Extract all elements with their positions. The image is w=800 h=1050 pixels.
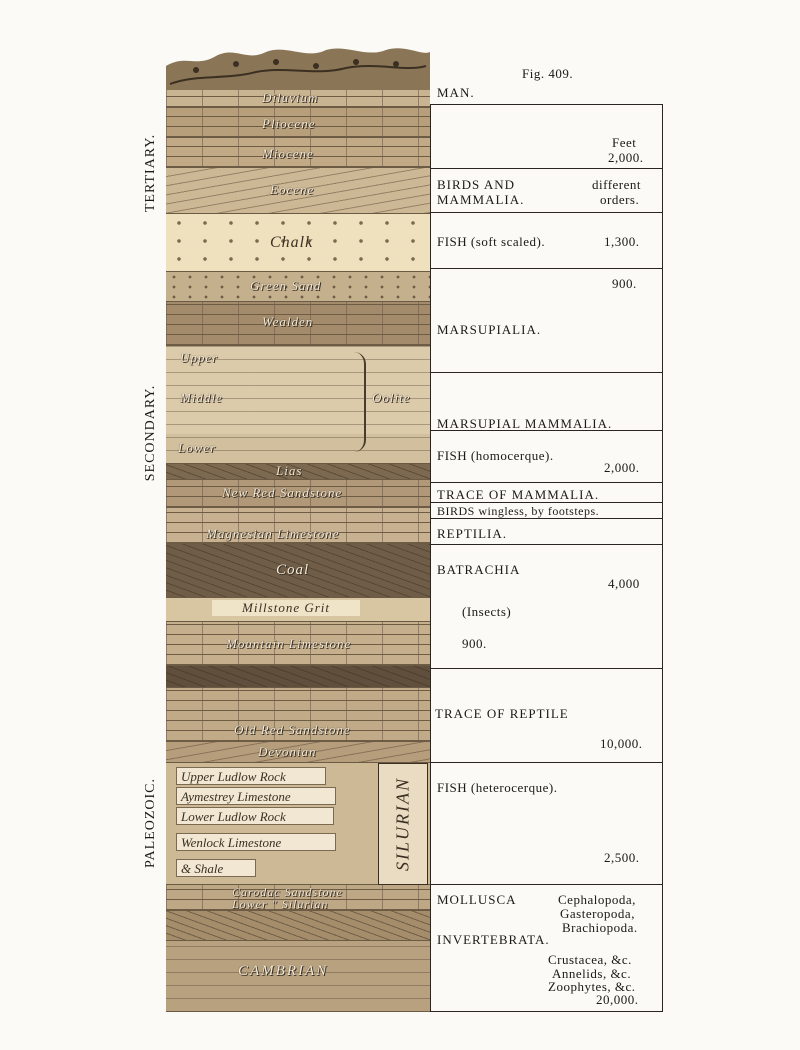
stratum-landeilo-flags [166,911,430,941]
silurian-aymestrey: Aymestrey Limestone [176,787,336,805]
stratum-label: CAMBRIAN [238,963,329,979]
fauna-thickness: 2,500. [604,850,640,865]
stratum-label-upper: Upper [180,350,219,365]
stratum-label: Miocene [262,146,314,161]
fauna-invertebrata: INVERTEBRATA. [437,932,550,947]
fauna-trace-reptile: TRACE OF REPTILE [435,706,569,721]
stratum-label: New Red Sandstone [222,485,343,500]
stratum-label: Eocene [270,182,315,197]
fauna-birds-wingless: BIRDS wingless, by footsteps. [437,504,600,518]
silurian-upper-ludlow: Upper Ludlow Rock [176,767,326,785]
era-tertiary: TERTIARY. [143,133,158,213]
stratum-label: Old Red Sandstone [234,722,351,737]
stratum-label: Millstone Grit [212,600,360,616]
stratum-green-sand [166,272,430,302]
stratum-conglomerate [166,666,430,688]
fauna-gasteropoda: Gasteropoda, [560,906,635,921]
fauna-birds-mammalia-2: MAMMALIA. [437,192,525,207]
stratum-label-oolite: Oolite [372,390,411,405]
silurian-shale: & Shale [176,859,256,877]
fauna-different: different [592,177,642,192]
stratum-eocene [166,168,430,214]
divider [430,482,662,483]
stratum-label-lower: Lower [178,440,217,455]
fauna-thickness: 900. [462,636,487,651]
stratum-label: Mountain Limestone [226,636,352,651]
fauna-feet: Feet [612,135,637,150]
stratum-label: Lower " Silurian [232,897,329,911]
fauna-cephalopoda: Cephalopoda, [558,892,636,907]
stratum-miocene [166,138,430,168]
fauna-thickness: 1,300. [604,234,640,249]
fauna-batrachia: BATRACHIA [437,562,521,577]
stratum-label: Magnesian Limestone [206,526,340,541]
fauna-thickness: 2,000. [604,460,640,475]
stratum-magnesian-limestone [166,508,430,544]
oolite-brace [352,352,366,452]
divider [430,884,662,885]
stratum-wealden [166,302,430,346]
stratum-chalk [166,214,430,272]
silurian-subdivisions [166,763,336,885]
divider [430,544,662,545]
stratum-label: Chalk [270,234,314,251]
stratum-label: Pliocene [262,116,316,131]
stratum-label: Diluvium [262,90,319,105]
stratum-old-red-sandstone [166,688,430,742]
divider [430,104,662,105]
fauna-trace-mammalia: TRACE OF MAMMALIA. [437,487,600,502]
stratum-carodac [166,885,430,911]
fauna-birds-mammalia: BIRDS AND [437,177,515,192]
stratum-label: Carodac Sandstone [232,885,343,899]
fauna-thickness: 4,000 [608,576,640,591]
fauna-thickness: 20,000. [596,992,639,1007]
fauna-reptilia: REPTILIA. [437,526,508,541]
fauna-fish-hetero: FISH (heterocerque). [437,780,558,795]
divider [430,212,662,213]
stratum-millstone-grit [166,598,430,622]
silurian-lower-ludlow: Lower Ludlow Rock [176,807,334,825]
divider [430,762,662,763]
era-secondary: SECONDARY. [143,384,158,482]
fauna-brachiopoda: Brachiopoda. [562,920,638,935]
silurian-wenlock: Wenlock Limestone [176,833,336,851]
stratum-lias [166,464,430,480]
stratum-label: Devonian [258,744,317,759]
fauna-crustacea: Crustacea, &c. [548,952,632,967]
divider [430,372,662,373]
stratum-new-red-sandstone [166,480,430,508]
fauna-thickness: 900. [612,276,637,291]
stratum-coal [166,544,430,598]
fauna-man: MAN. [437,85,475,100]
fauna-orders: orders. [600,192,640,207]
fauna-thickness: 10,000. [600,736,643,751]
fauna-fish-homo: FISH (homocerque). [437,448,554,463]
fauna-insects: (Insects) [462,604,512,619]
stratum-label-middle: Middle [180,390,223,405]
stratum-diluvium [166,90,430,108]
fauna-marsupial-mammalia: MARSUPIAL MAMMALIA. [437,416,613,431]
silurian-box [378,763,428,885]
stratum-label: Wealden [262,314,314,329]
stratum-label: Green Sand [250,278,322,293]
stratum-devonian [166,742,430,763]
stratum-pliocene [166,108,430,138]
divider [430,168,662,169]
fauna-marsupialia: MARSUPIALIA. [437,322,542,337]
panel-left-edge [430,104,431,1012]
fauna-fish-soft: FISH (soft scaled). [437,234,546,249]
stratum-label: Lias [276,463,303,478]
fauna-annelids: Annelids, &c. [552,966,632,981]
silurian-label: SILURIAN [392,777,413,871]
era-paleozoic: PALEOZOIC. [143,778,158,868]
divider [430,668,662,669]
divider [430,268,662,269]
stratum-label: Coal [276,562,310,578]
stratum-cambrian [166,941,430,1012]
figure-caption: Fig. 409. [522,66,574,81]
divider [430,1011,662,1012]
fauna-thickness: 2,000. [608,150,644,165]
stratum-mountain-limestone [166,622,430,666]
stratum-lower [166,434,430,464]
fauna-zoophytes: Zoophytes, &c. [548,979,636,994]
fauna-mollusca: MOLLUSCA [437,892,517,907]
